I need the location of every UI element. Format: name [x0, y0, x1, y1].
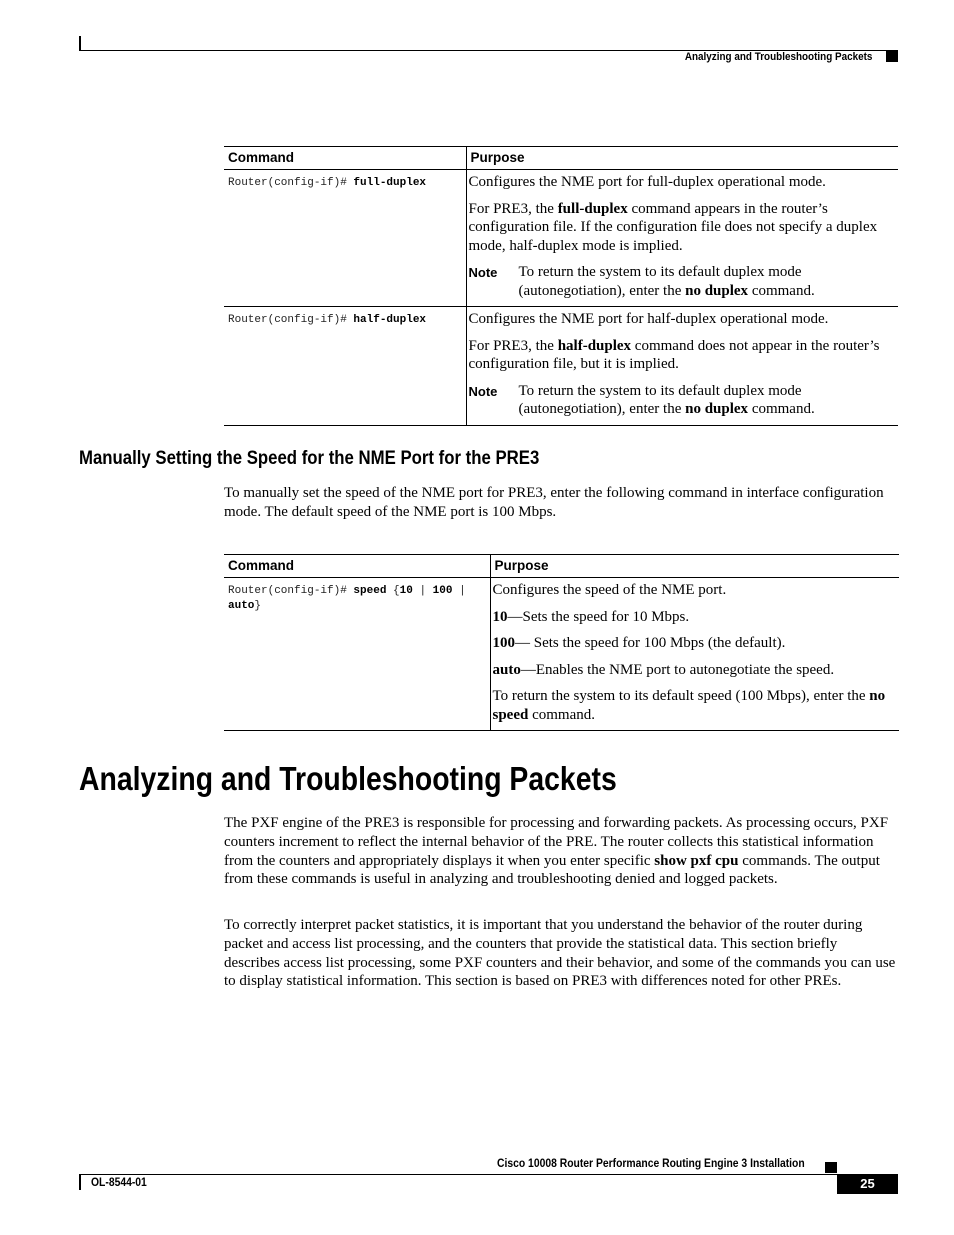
footer-rule: [79, 1174, 837, 1175]
command-syntax: Router(config-if)# half-duplex: [228, 314, 427, 326]
speed-intro-paragraph: To manually set the speed of the NME port for PRE3, enter the following command in interface configuration mode. The default speed of the NME port is 100 Mbps.: [224, 485, 884, 520]
purpose-cell: Configures the NME port for full-duplex operational mode. For PRE3, the full-duplex command appears in the router’s configuration file. If the configuration file does not specify a duplex mode, half-duplex mode is implied. Note To return the system to its default duplex mode (autonegotiation), enter the no duplex command.: [467, 170, 899, 306]
speed-command-table: [224, 554, 899, 731]
header-marker: [886, 51, 898, 62]
analyze-paragraph-2: To correctly interpret packet statistics, it is important that you understand the behavior of the router during packet and access list processing, and the counters that provide the statistical data. This section briefly describes access list processing, some PXF counters and their behavior, and some of the commands you can use to display statistical information. This section is based on PRE3 with differences noted for other PREs.: [224, 917, 896, 990]
table-row: [224, 307, 898, 426]
table-header-row: [224, 555, 899, 578]
note-label: Note: [468, 265, 498, 280]
analyze-paragraph-1: The PXF engine of the PRE3 is responsible for processing and forwarding packets. As processing occurs, PXF counters increment to reflect the internal behavior of the PRE. The router collects this statistical information from the counters and appropriately displays it when you enter specific show pxf cpu commands. The output from these commands is useful in analyzing and troubleshooting denied and logged packets.: [224, 815, 889, 888]
header-vertical-rule: [79, 36, 81, 50]
footer-book-title: Cisco 10008 Router Performance Routing Engine 3 Installation: [497, 1158, 805, 1170]
column-header-command: Command: [224, 555, 490, 578]
table-row: [224, 170, 898, 307]
note: Note To return the system to its default duplex mode (autonegotiation), enter the no duplex command.: [468, 264, 815, 299]
footer-vertical-rule: [79, 1174, 81, 1190]
note-label: Note: [468, 383, 498, 399]
command-syntax: Router(config-if)# speed {10 | 100 | auto}: [228, 585, 466, 612]
column-header-command: Command: [224, 147, 466, 170]
table-header-row: [224, 147, 898, 170]
footer-doc-number: OL-8544-01: [91, 1177, 147, 1189]
column-header-purpose: Purpose: [466, 147, 898, 170]
column-header-purpose: Purpose: [490, 555, 899, 578]
note: Note To return the system to its default duplex mode (autonegotiation), enter the no duplex command.: [468, 382, 815, 417]
page-number: 25: [837, 1174, 898, 1194]
duplex-command-table: [224, 146, 898, 426]
purpose-cell: Configures the speed of the NME port. 10—Sets the speed for 10 Mbps. 100— Sets the speed for 100 Mbps (the default). auto—Enables the NME port to autonegotiate the speed. To return the system to its default speed (100 Mbps), enter the no speed command.: [492, 582, 886, 723]
section-heading-speed: Manually Setting the Speed for the NME Port for the PRE3: [79, 447, 540, 469]
running-title: Analyzing and Troubleshooting Packets: [684, 51, 872, 63]
purpose-cell: Configures the NME port for half-duplex operational mode. For PRE3, the half-duplex command does not appear in the router’s configuration file, but it is implied. Note To return the system to its default duplex mode (autonegotiation), enter the no duplex command.: [467, 307, 899, 425]
footer-marker: [825, 1162, 837, 1173]
command-syntax: Router(config-if)# full-duplex: [228, 177, 427, 189]
section-heading-analyze: Analyzing and Troubleshooting Packets: [79, 760, 617, 797]
table-row: [224, 578, 899, 731]
